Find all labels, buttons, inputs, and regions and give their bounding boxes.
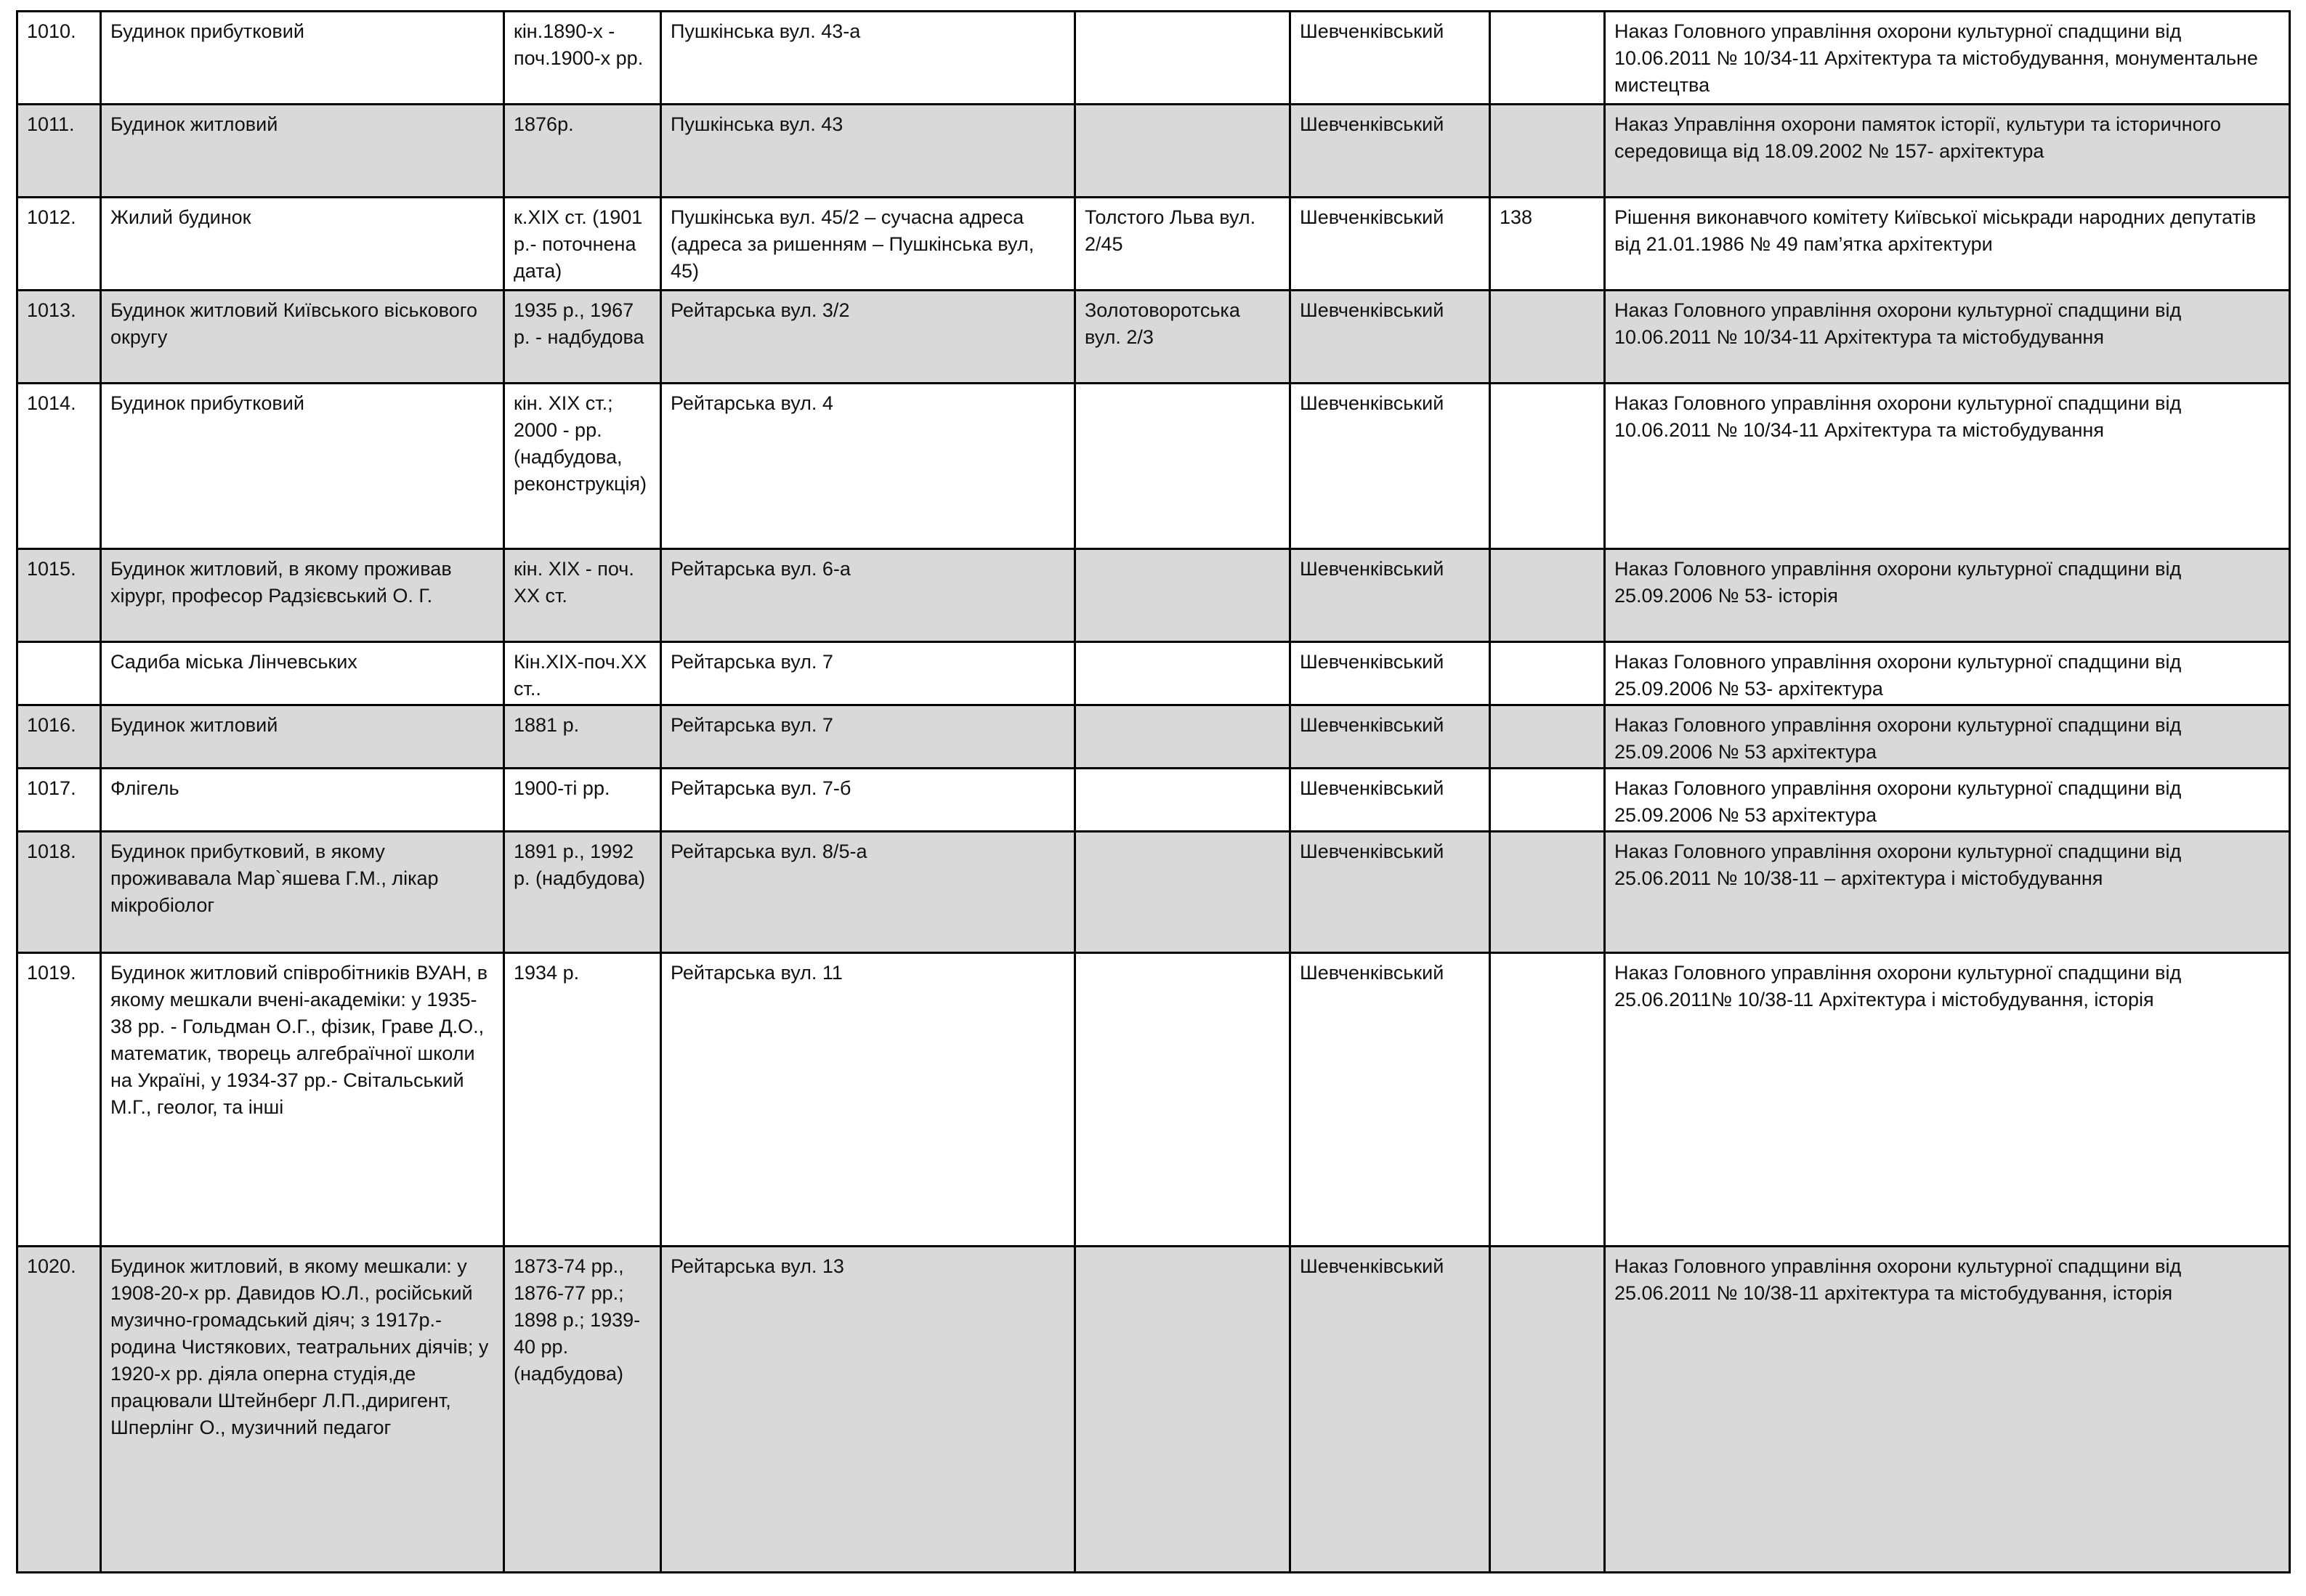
monument-address: Рейтарська вул. 4 <box>661 384 1075 549</box>
table-row <box>17 705 2290 769</box>
monument-code <box>1490 1247 1605 1573</box>
monument-address-alt <box>1075 832 1290 953</box>
monument-date: кін. ХІХ - поч. ХХ ст. <box>504 549 661 642</box>
monument-name: Будинок житловий <box>101 705 504 769</box>
monument-code <box>1490 642 1605 705</box>
monument-date: кін. ХІХ ст.; 2000 - рр.(надбудова, реконструкція) <box>504 384 661 549</box>
monument-code <box>1490 384 1605 549</box>
monuments-table <box>16 10 2291 1573</box>
monument-order: Наказ Головного управління охорони культурної спадщини від 25.06.2011№ 10/38-11 Архітектура і містобудування, історія <box>1605 953 2290 1247</box>
row-number <box>17 642 101 705</box>
monument-address-alt <box>1075 769 1290 832</box>
monument-name: Будинок житловий Київського віськового округу <box>101 291 504 384</box>
row-number: 1020. <box>17 1247 101 1573</box>
monument-order: Наказ Управління охорони памяток історії, культури та історичного середовища від 18.09.2002 № 157- архітектура <box>1605 105 2290 198</box>
monument-name: Будинок житловий <box>101 105 504 198</box>
monument-order: Наказ Головного управління охорони культурної спадщини від 25.06.2011 № 10/38-11 архітектура та містобудування, історія <box>1605 1247 2290 1573</box>
monument-district: Шевченківський <box>1290 549 1490 642</box>
monument-name: Будинок прибутковий <box>101 384 504 549</box>
monument-code <box>1490 291 1605 384</box>
monument-address: Рейтарська вул. 7-б <box>661 769 1075 832</box>
monument-district: Шевченківський <box>1290 642 1490 705</box>
monument-address-alt <box>1075 105 1290 198</box>
monument-name: Садиба міська Лінчевських <box>101 642 504 705</box>
monument-order: Наказ Головного управління охорони культурної спадщини від 10.06.2011 № 10/34-11 Архітектура та містобудування <box>1605 384 2290 549</box>
monument-district: Шевченківський <box>1290 291 1490 384</box>
monument-address: Пушкінська вул. 45/2 – сучасна адреса (адреса за ришенням – Пушкінська вул, 45) <box>661 198 1075 291</box>
monument-address-alt <box>1075 953 1290 1247</box>
monument-date: 1891 р., 1992 р. (надбудова) <box>504 832 661 953</box>
row-number: 1013. <box>17 291 101 384</box>
monument-address: Рейтарська вул. 3/2 <box>661 291 1075 384</box>
row-number: 1019. <box>17 953 101 1247</box>
monument-order: Наказ Головного управління охорони культурної спадщини від 25.09.2006 № 53- історія <box>1605 549 2290 642</box>
monument-district: Шевченківський <box>1290 832 1490 953</box>
monument-date: 1873-74 рр., 1876-77 рр.; 1898 р.; 1939-40 рр. (надбудова) <box>504 1247 661 1573</box>
monument-name: Будинок житловий співробітників ВУАН, в якому мешкали вчені-академіки: у 1935-38 рр. - Гольдман О.Г., фізик, Граве Д.О., математик, творець алгебраїчної школи на Україні, у 1934-37 рр.- Світальський М.Г., геолог, та інші <box>101 953 504 1247</box>
monument-code <box>1490 12 1605 105</box>
monument-district: Шевченківський <box>1290 705 1490 769</box>
monument-address-alt <box>1075 549 1290 642</box>
row-number: 1011. <box>17 105 101 198</box>
row-number: 1017. <box>17 769 101 832</box>
monument-date: 1935 р., 1967 р. - надбудова <box>504 291 661 384</box>
monument-name: Будинок житловий, в якому проживав хірург, професор Радзієвський О. Г. <box>101 549 504 642</box>
monument-order: Наказ Головного управління охорони культурної спадщини від 25.09.2006 № 53 архітектура <box>1605 705 2290 769</box>
row-number: 1012. <box>17 198 101 291</box>
table-row <box>17 12 2290 105</box>
monument-code: 138 <box>1490 198 1605 291</box>
monument-date: к.ХІХ ст. (1901 р.- поточнена дата) <box>504 198 661 291</box>
monument-address-alt: Золотоворотська вул. 2/3 <box>1075 291 1290 384</box>
table-row <box>17 953 2290 1247</box>
monument-name: Жилий будинок <box>101 198 504 291</box>
monument-district: Шевченківський <box>1290 1247 1490 1573</box>
monument-address: Пушкінська вул. 43-а <box>661 12 1075 105</box>
monument-address-alt <box>1075 705 1290 769</box>
table-row <box>17 1247 2290 1573</box>
monument-code <box>1490 105 1605 198</box>
monument-name: Будинок прибутковий, в якому проживавала Мар`яшева Г.М., лікар мікробіолог <box>101 832 504 953</box>
monument-district: Шевченківський <box>1290 105 1490 198</box>
monument-district: Шевченківський <box>1290 12 1490 105</box>
monument-order: Наказ Головного управління охорони культурної спадщини від 10.06.2011 № 10/34-11 Архітектура та містобудування <box>1605 291 2290 384</box>
monument-code <box>1490 953 1605 1247</box>
table-row <box>17 105 2290 198</box>
monument-order: Наказ Головного управління охорони культурної спадщини від 10.06.2011 № 10/34-11 Архітектура та містобудування, монументальне мистецтва <box>1605 12 2290 105</box>
monument-address: Рейтарська вул. 8/5-а <box>661 832 1075 953</box>
row-number: 1010. <box>17 12 101 105</box>
monument-name: Будинок прибутковий <box>101 12 504 105</box>
monument-order: Рішення виконавчого комітету Київської міськради народних депутатів від 21.01.1986 № 49 пам’ятка архітектури <box>1605 198 2290 291</box>
monument-district: Шевченківський <box>1290 384 1490 549</box>
monument-code <box>1490 549 1605 642</box>
monument-code <box>1490 832 1605 953</box>
monument-code <box>1490 769 1605 832</box>
monument-name: Флігель <box>101 769 504 832</box>
monument-district: Шевченківський <box>1290 953 1490 1247</box>
table-row <box>17 549 2290 642</box>
table-row <box>17 198 2290 291</box>
monument-date: 1876р. <box>504 105 661 198</box>
monument-date: 1900-ті рр. <box>504 769 661 832</box>
monument-address: Пушкінська вул. 43 <box>661 105 1075 198</box>
monument-date: кін.1890-х - поч.1900-х рр. <box>504 12 661 105</box>
monument-address: Рейтарська вул. 13 <box>661 1247 1075 1573</box>
monument-address-alt <box>1075 642 1290 705</box>
monument-date: Кін.ХІХ-поч.ХХ ст.. <box>504 642 661 705</box>
monument-name: Будинок житловий, в якому мешкали: у 1908-20-х рр. Давидов Ю.Л., російський музично-громадський діяч; з 1917р.- родина Чистякових, театральних діячів; у 1920-х рр. діяла оперна студія,де працювали Штейнберг Л.П.,диригент, Шперлінг О., музичний педагог <box>101 1247 504 1573</box>
monument-code <box>1490 705 1605 769</box>
table-row <box>17 769 2290 832</box>
monument-order: Наказ Головного управління охорони культурної спадщини від 25.06.2011 № 10/38-11 – архітектура і містобудування <box>1605 832 2290 953</box>
monument-address-alt <box>1075 1247 1290 1573</box>
monument-address: Рейтарська вул. 6-а <box>661 549 1075 642</box>
monument-date: 1934 р. <box>504 953 661 1247</box>
monument-order: Наказ Головного управління охорони культурної спадщини від 25.09.2006 № 53 архітектура <box>1605 769 2290 832</box>
monument-address: Рейтарська вул. 7 <box>661 642 1075 705</box>
row-number: 1016. <box>17 705 101 769</box>
monument-address: Рейтарська вул. 11 <box>661 953 1075 1247</box>
document-page <box>16 10 2291 1573</box>
monument-date: 1881 р. <box>504 705 661 769</box>
row-number: 1018. <box>17 832 101 953</box>
row-number: 1014. <box>17 384 101 549</box>
table-row <box>17 642 2290 705</box>
monument-address-alt <box>1075 12 1290 105</box>
monument-district: Шевченківський <box>1290 769 1490 832</box>
monument-address: Рейтарська вул. 7 <box>661 705 1075 769</box>
row-number: 1015. <box>17 549 101 642</box>
monument-address-alt: Толстого Льва вул. 2/45 <box>1075 198 1290 291</box>
monument-order: Наказ Головного управління охорони культурної спадщини від 25.09.2006 № 53- архітектура <box>1605 642 2290 705</box>
monument-district: Шевченківський <box>1290 198 1490 291</box>
table-row <box>17 832 2290 953</box>
monument-address-alt <box>1075 384 1290 549</box>
table-row <box>17 384 2290 549</box>
table-row <box>17 291 2290 384</box>
